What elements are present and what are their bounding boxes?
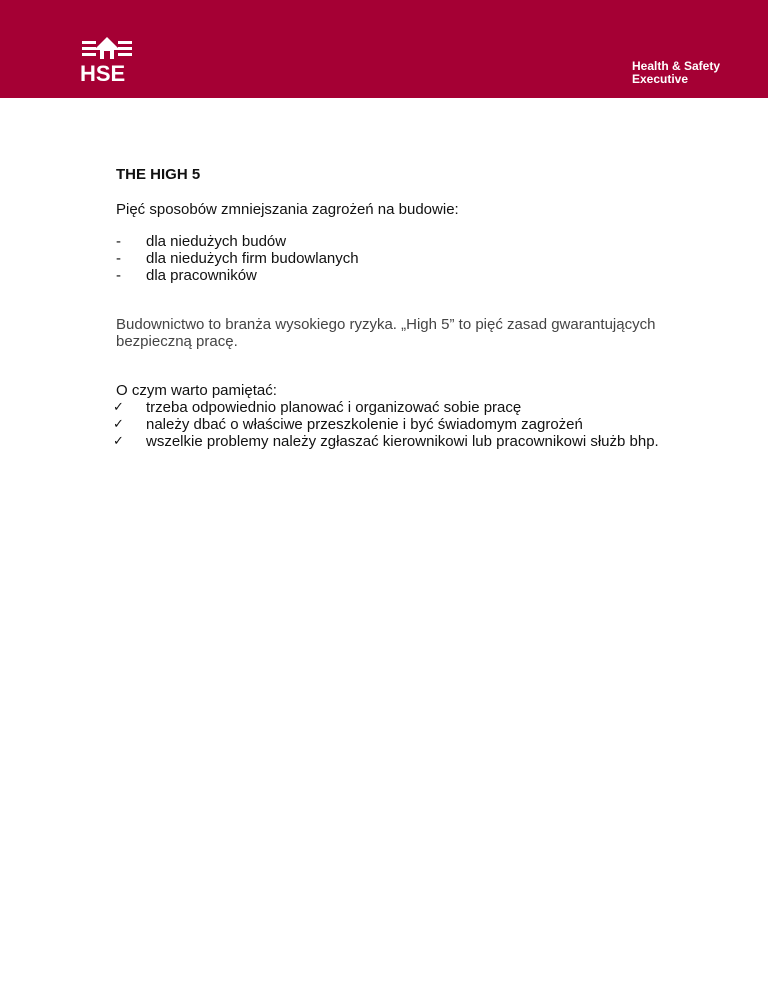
organization-name-line1: Health & Safety [632,59,721,73]
checkmark-icon: ✓ [113,434,124,449]
checklist-item [113,399,676,416]
document-body [113,166,676,450]
list-item [116,267,676,284]
checklist-item-text: należy dbać o właściwe przeszkolenie i być świadomym zagrożeń [146,416,583,433]
list-item-text: dla niedużych budów [146,233,287,250]
document-title: THE HIGH 5 [116,166,201,183]
dash-bullet: - [116,250,121,267]
target-group-list [116,233,676,284]
checklist-item-text: trzeba odpowiednio planować i organizować sobie pracę [146,399,522,416]
reminder-heading: O czym warto pamiętać: [116,382,277,399]
checklist-item [113,433,676,450]
hse-logo-text: HSE [80,61,126,86]
list-item-text: dla niedużych firm budowlanych [146,250,359,267]
dash-bullet: - [116,233,121,250]
checkmark-icon: ✓ [113,417,124,432]
intro-paragraph: Pięć sposobów zmniejszania zagrożeń na budowie: [116,201,459,218]
hse-logo [80,37,136,87]
list-item [116,250,676,267]
dash-bullet: - [116,267,121,284]
organization-name-line2: Executive [632,72,689,86]
checklist [113,399,676,450]
checklist-item-text: wszelkie problemy należy zgłaszać kierownikowi lub pracownikowi służb bhp. [146,433,659,450]
organization-name [632,60,720,86]
checklist-item [113,416,676,433]
list-item [116,233,676,250]
checkmark-icon: ✓ [113,400,124,415]
header-bar [0,0,768,98]
list-item-text: dla pracowników [146,267,257,284]
risk-note: Budownictwo to branża wysokiego ryzyka. „High 5” to pięć zasad gwarantujących bezpieczną pracę. [116,316,656,350]
